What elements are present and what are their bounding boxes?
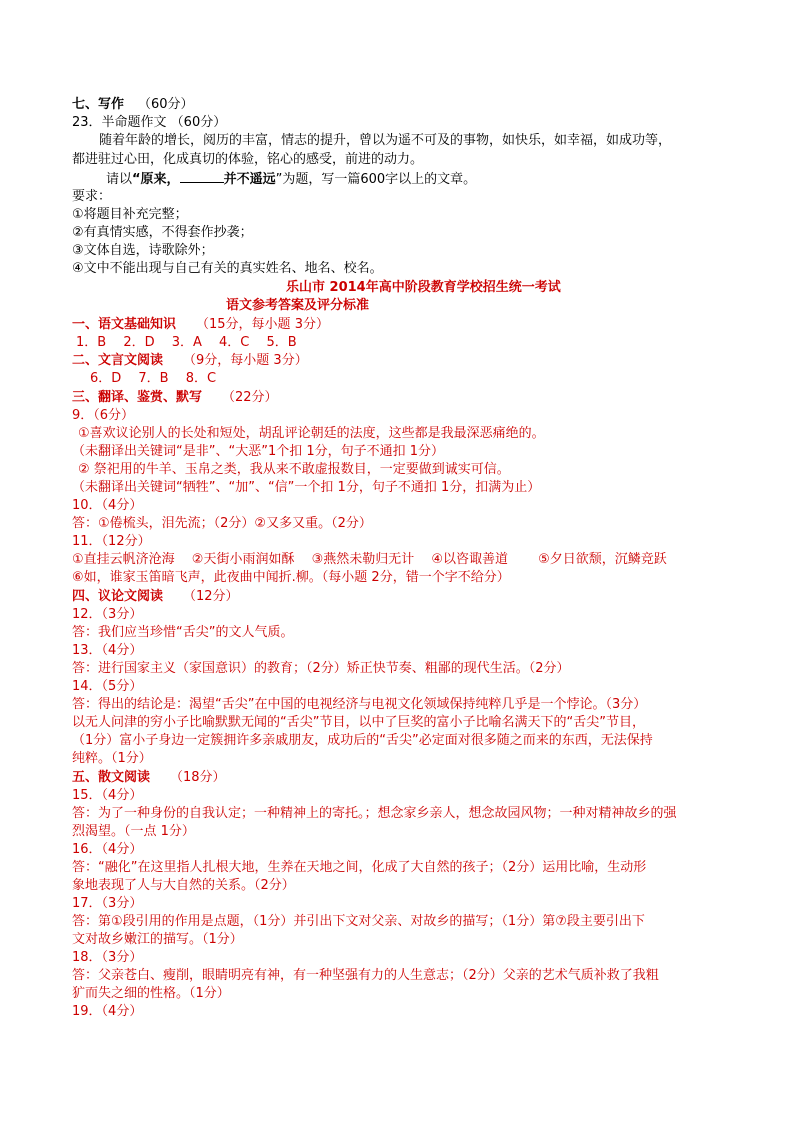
q12-label: 12．（3分） [72,607,143,622]
section-1-answers: 1．B 2．D 3．A 4．C 5．B [76,335,297,350]
requirements-label: 要求： [72,189,112,204]
requirement-3: ③文体自选，诗歌除外； [72,243,214,258]
requirement-1: ①将题目补充完整； [72,207,188,222]
writing-heading-line [72,96,194,114]
writing-para-1a: 随着年龄的增长，阅历的丰富，情志的提升，曾以为遥不可及的事物，如快乐，如幸福，如成功等， [99,133,672,148]
section-2-score: （9分，每小题 3分） [183,353,308,368]
q11-answer-2: ⑥如，谁家玉笛暗飞声，此夜曲中闻折.柳。（每小题 2分，错一个字不给分） [72,570,510,585]
requirement-4: ④文中不能出现与自己有关的真实姓名、地名、校名。 [72,261,383,276]
section-1-score: （15分，每小题 3分） [196,317,329,332]
section-1-heading: 一、语文基础知识 [72,317,177,332]
section-2-answers: 6．D 7．B 8．C [90,371,217,386]
prompt-title-a: “原来， [132,172,180,187]
q15-answer-1: 答：为了一种身份的自我认定；一种精神上的寄托。；想念家乡亲人，想念故园风物；一种对精神故乡的强 [72,806,677,821]
q14-answer-1: 答：得出的结论是：渴望“舌尖”在中国的电视经济与电视文化领域保持纯粹几乎是一个悖论。（3分） [72,697,647,712]
writing-para-1b: 都进驻过心田，化成真切的体验，铭心的感受，前进的动力。 [72,152,424,167]
q9-label: 9．（6分） [72,408,135,423]
writing-heading-score: （60分） [138,97,194,112]
answers-title-2: 语文参考答案及评分标准 [226,298,370,313]
section-5-heading: 五、散文阅读 [72,770,151,785]
section-2-line [72,352,308,370]
prompt-post: ”为题，写一篇600字以上的文章。 [275,172,477,187]
prompt-blank [180,170,224,183]
section-4-line [72,588,239,606]
section-3-line [72,389,278,407]
writing-prompt [106,170,476,188]
section-5-line [72,769,226,787]
q19-label: 19．（4分） [72,1004,143,1019]
section-2-heading: 二、文言文阅读 [72,353,164,368]
prompt-pre: 请以 [106,172,133,187]
q17-answer-2: 文对故乡嫩江的描写。（1分） [72,932,243,947]
q17-answer-1: 答：第①段引用的作用是点题，（1分）并引出下文对父亲、对故乡的描写；（1分）第⑦段主要引出下 [72,914,645,929]
q18-answer-2: 犷而失之细的性格。（1分） [72,986,230,1001]
q11-label: 11．（12分） [72,534,151,549]
q18-label: 18．（3分） [72,950,143,965]
q13-answer: 答：进行国家主义（家国意识）的教育；（2分）矫正快节奏、粗鄙的现代生活。（2分） [72,661,570,676]
q10-label: 10．（4分） [72,498,143,513]
prompt-title-b: 并不遥远 [223,172,276,187]
q13-label: 13．（4分） [72,643,143,658]
section-4-heading: 四、议论文阅读 [72,589,164,604]
section-3-heading: 三、翻译、鉴赏、默写 [72,390,203,405]
answers-title-1: 乐山市 2014年高中阶段教育学校招生统一考试 [286,280,561,295]
q16-label: 16．（4分） [72,842,143,857]
q17-label: 17．（3分） [72,896,143,911]
section-5-score: （18分） [170,770,226,785]
q11-answer-1: ①直挂云帆济沧海 ②天街小雨润如酥 ③燕然未勒归无计 ④以咨诹善道 ⑤夕日欲颓，沉鳞竞跃 [72,552,667,567]
q14-answer-4: 纯粹。（1分） [72,751,152,766]
writing-heading: 七、写作 [72,97,125,112]
requirement-2: ②有真情实感，不得套作抄袭； [72,225,253,240]
q15-label: 15．（4分） [72,788,143,803]
q15-answer-2: 烈渴望。（一点 1分） [72,824,195,839]
q18-answer-1: 答：父亲苍白、瘦削，眼睛明亮有神，有一种坚强有力的人生意志；（2分）父亲的艺术气质补救了我粗 [72,968,659,983]
q9-answer-1: ①喜欢议论别人的长处和短处，胡乱评论朝廷的法度，这些都是我最深恶痛绝的。 [78,426,545,441]
q16-answer-2: 象地表现了人与大自然的关系。（2分） [72,878,295,893]
q23-line: 23．半命题作文 （60分） [72,115,227,130]
q10-answer: 答：①倦梳头，泪先流；（2分）②又多又重。（2分） [72,516,372,531]
q12-answer: 答：我们应当珍惜“舌尖”的文人气质。 [72,625,294,640]
q14-label: 14．（5分） [72,679,143,694]
q14-answer-2: 以无人问津的穷小子比喻默默无闻的“舌尖”节目，以中了巨奖的富小子比喻名满天下的“舌尖”节目， [72,715,645,730]
q9-answer-1-note: （未翻译出关键词“是非”、“大恶”1个扣 1分，句子不通扣 1分） [72,444,445,459]
section-3-score: （22分） [222,390,278,405]
section-4-score: （12分） [183,589,239,604]
q14-answer-3: （1分）富小子身边一定簇拥许多亲戚朋友，成功后的“舌尖”必定面对很多随之而来的东西，无法保持 [72,733,653,748]
q9-answer-2: ② 祭祀用的牛羊、玉帛之类，我从来不敢虚报数目，一定要做到诚实可信。 [78,462,510,477]
q16-answer-1: 答：“融化”在这里指人扎根大地，生养在天地之间，化成了大自然的孩子；（2分）运用比喻，生动形 [72,860,647,875]
q9-answer-2-note: （未翻译出关键词“牺牲”、“加”、“信”一个扣 1分，句子不通扣 1分，扣满为止） [72,480,541,495]
section-1-line [72,316,329,334]
